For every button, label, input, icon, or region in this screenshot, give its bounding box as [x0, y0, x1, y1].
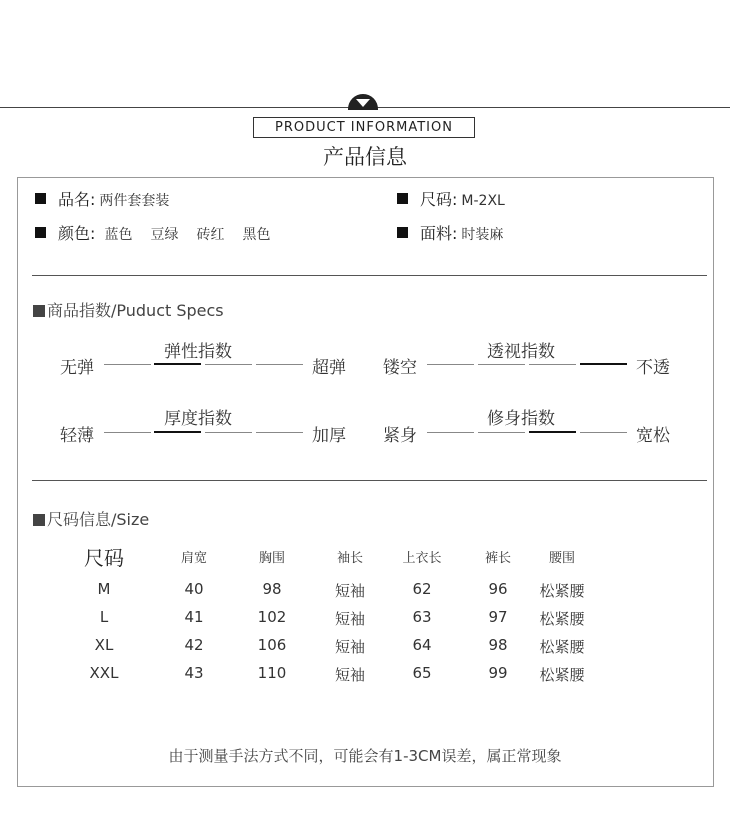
spec-left-label: 无弹 — [60, 358, 94, 378]
table-cell: 64 — [412, 636, 432, 654]
spec-left-label: 轻薄 — [60, 426, 94, 446]
table-cell: 98 — [262, 580, 282, 598]
spec-marker — [427, 432, 474, 433]
table-cell: XL — [94, 636, 114, 654]
table-cell: 43 — [184, 664, 204, 682]
bullet-square-icon — [35, 227, 46, 238]
table-header-cell: 胸围 — [258, 551, 285, 566]
color-option: 黑色 — [242, 227, 271, 243]
bullet-square-icon — [397, 193, 408, 204]
spec-title: 厚度指数 — [164, 409, 232, 429]
product-info-panel — [17, 177, 714, 787]
table-header-cell: 袖长 — [336, 551, 363, 566]
spec-marker-active — [580, 363, 627, 365]
spec-marker — [205, 432, 252, 433]
table-cell: 短袖 — [334, 582, 365, 600]
spec-marker — [580, 432, 627, 433]
table-cell: 106 — [257, 636, 287, 654]
table-cell: 松紧腰 — [539, 638, 585, 656]
color-option: 豆绿 — [150, 227, 179, 243]
table-cell: 99 — [488, 664, 508, 682]
table-header-cell: 腰围 — [548, 551, 575, 566]
table-cell: 40 — [184, 580, 204, 598]
table-header-cell: 上衣长 — [402, 551, 442, 566]
spec-left-label: 紧身 — [383, 426, 417, 446]
spec-marker-active — [154, 431, 201, 433]
spec-marker-active — [529, 431, 576, 433]
info-size: 尺码: M-2XL — [397, 187, 505, 210]
spec-marker — [104, 364, 151, 365]
spec-marker — [427, 364, 474, 365]
spec-marker — [478, 432, 525, 433]
bullet-square-icon — [33, 514, 45, 526]
section-title-cn: 产品信息 — [323, 145, 407, 169]
table-cell: 42 — [184, 636, 204, 654]
table-cell: 短袖 — [334, 638, 365, 656]
table-cell: 97 — [488, 608, 508, 626]
bullet-square-icon — [35, 193, 46, 204]
table-header-cell: 裤长 — [484, 551, 511, 566]
color-option: 蓝色 — [104, 227, 133, 243]
table-cell: 96 — [488, 580, 508, 598]
table-cell: 110 — [257, 664, 287, 682]
spec-right-label: 宽松 — [636, 426, 670, 446]
spec-title: 修身指数 — [487, 409, 555, 429]
table-cell: 松紧腰 — [539, 666, 585, 684]
spec-marker — [256, 364, 303, 365]
info-fabric: 面料: 时装麻 — [397, 221, 503, 244]
color-option: 砖红 — [196, 227, 225, 243]
table-cell: 62 — [412, 580, 432, 598]
table-cell: 松紧腰 — [539, 610, 585, 628]
measurement-note: 由于测量手法方式不同，可能会有1-3CM误差，属正常现象 — [168, 747, 562, 765]
table-cell: 98 — [488, 636, 508, 654]
spec-right-label: 不透 — [636, 358, 670, 378]
spec-marker — [529, 364, 576, 365]
size-section-title: 尺码信息/Size — [33, 507, 149, 530]
bullet-square-icon — [33, 305, 45, 317]
spec-marker — [256, 432, 303, 433]
spec-title: 透视指数 — [487, 342, 555, 362]
spec-right-label: 加厚 — [312, 426, 346, 446]
table-header-cell: 尺码 — [84, 546, 124, 570]
table-cell: 63 — [412, 608, 432, 626]
table-header-cell: 肩宽 — [180, 551, 207, 566]
bullet-square-icon — [397, 227, 408, 238]
spec-title: 弹性指数 — [164, 342, 232, 362]
table-cell: L — [99, 608, 109, 626]
section-divider — [32, 480, 707, 481]
table-cell: XXL — [89, 664, 119, 682]
table-cell: 松紧腰 — [539, 582, 585, 600]
specs-section-title: 商品指数/Puduct Specs — [33, 298, 224, 321]
spec-marker — [104, 432, 151, 433]
table-cell: 65 — [412, 664, 432, 682]
info-product-name: 品名: 两件套套装 — [35, 187, 169, 210]
spec-marker — [478, 364, 525, 365]
table-cell: 短袖 — [334, 610, 365, 628]
spec-right-label: 超弹 — [312, 358, 346, 378]
spec-marker — [205, 364, 252, 365]
table-cell: M — [97, 580, 111, 598]
spec-marker-active — [154, 363, 201, 365]
spec-left-label: 镂空 — [383, 358, 417, 378]
table-cell: 102 — [257, 608, 287, 626]
section-title-en: PRODUCT INFORMATION — [253, 117, 475, 138]
chevron-down-icon — [356, 99, 370, 107]
table-cell: 短袖 — [334, 666, 365, 684]
table-cell: 41 — [184, 608, 204, 626]
info-colors: 颜色: 蓝色 豆绿 砖红 黑色 — [35, 221, 271, 244]
section-divider — [32, 275, 707, 276]
